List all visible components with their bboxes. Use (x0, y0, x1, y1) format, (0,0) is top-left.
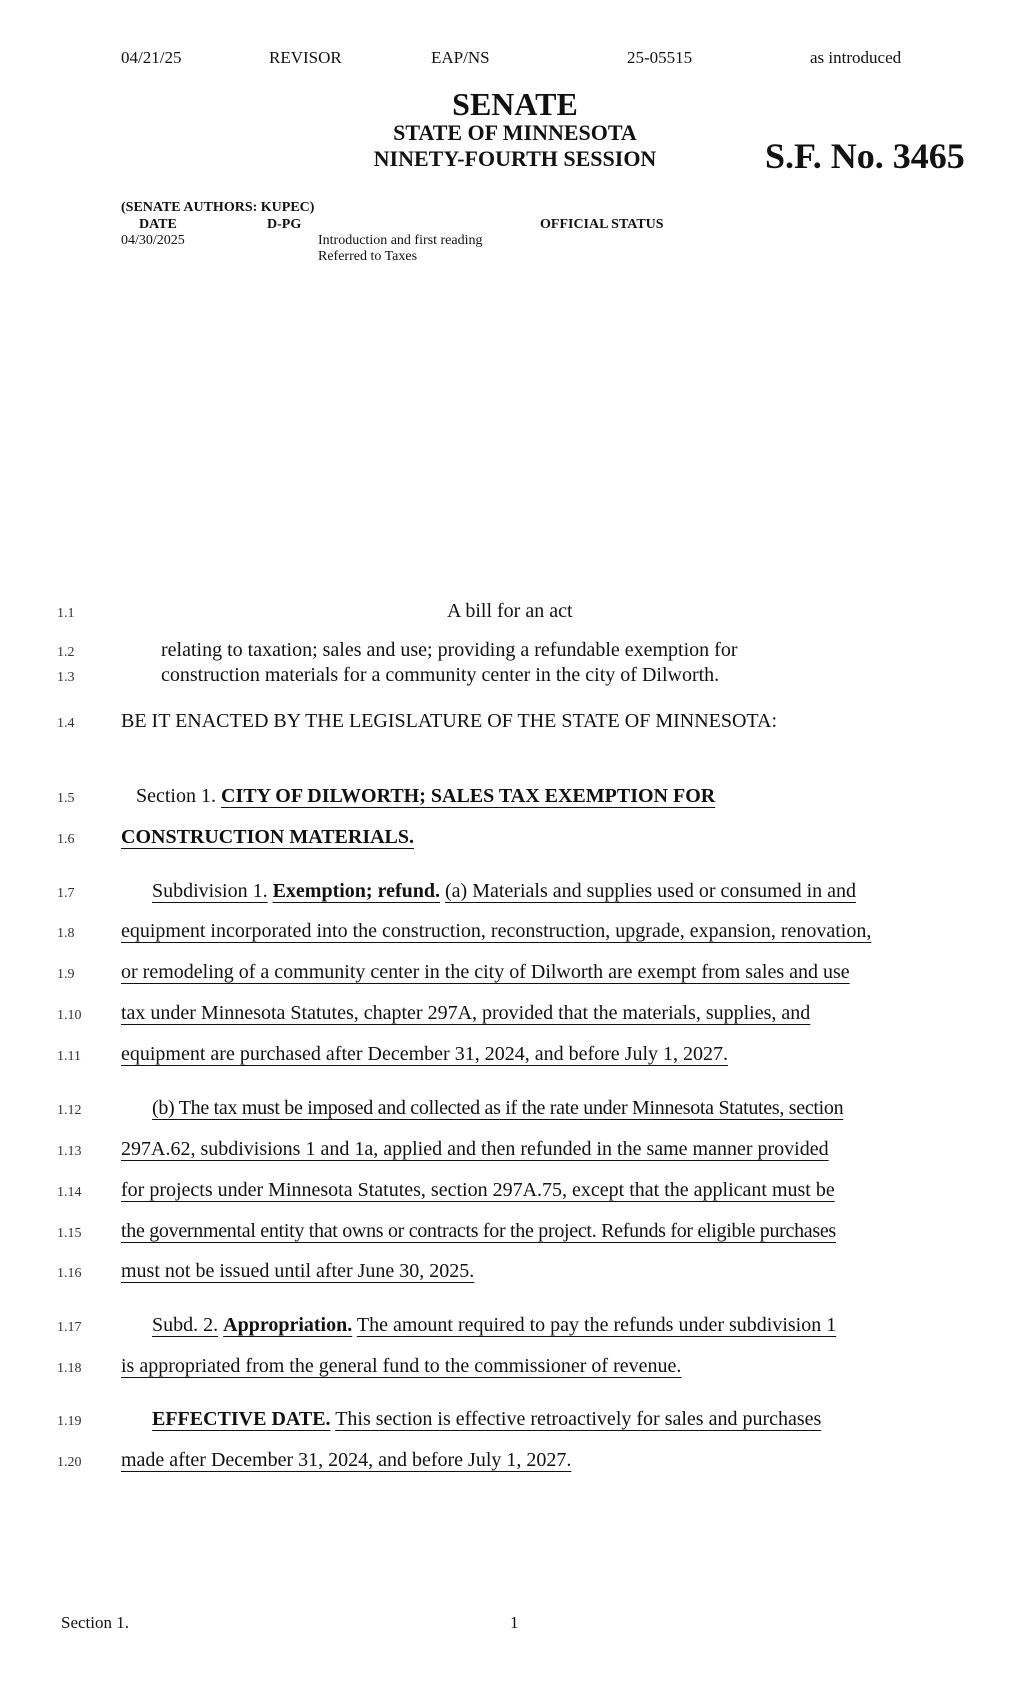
col-status-header: OFFICIAL STATUS (540, 217, 664, 232)
subdivision-text: (a) Materials and supplies used or consumed in and (445, 880, 857, 902)
line-number: 1.11 (57, 1049, 81, 1064)
bill-text-line: is appropriated from the general fund to the commissioner of revenue. (121, 1355, 682, 1377)
line-number: 1.2 (57, 645, 75, 660)
bill-text-line: for projects under Minnesota Statutes, section 297A.75, except that the applicant must be (121, 1179, 835, 1201)
subdivision-label: Subdivision 1. (152, 880, 268, 902)
effective-date (152, 1408, 821, 1431)
bill-text-line: or remodeling of a community center in the city of Dilworth are exempt from sales and use (121, 961, 850, 983)
bill-text-line: made after December 31, 2024, and before July 1, 2027. (121, 1449, 572, 1471)
state-title: STATE OF MINNESOTA (393, 120, 637, 145)
status-entry-date: 04/30/2025 (121, 233, 185, 248)
line-number: 1.8 (57, 926, 75, 941)
enacting-clause: BE IT ENACTED BY THE LEGISLATURE OF THE STATE OF MINNESOTA: (121, 710, 778, 732)
bill-title-line: construction materials for a community center in the city of Dilworth. (161, 664, 720, 686)
footer-section: Section 1. (61, 1613, 129, 1632)
bill-heading: A bill for an act (447, 600, 573, 622)
line-number: 1.20 (57, 1455, 82, 1470)
line-number: 1.17 (57, 1320, 82, 1335)
bill-text-line: tax under Minnesota Statutes, chapter 297A, provided that the materials, supplies, and (121, 1002, 811, 1024)
header-initials: EAP/NS (431, 48, 490, 67)
status-entry-text: Referred to Taxes (318, 249, 418, 264)
section-heading (136, 785, 715, 808)
subdivision-heading: Appropriation. (223, 1314, 353, 1336)
status-entry-text: Introduction and first reading (318, 233, 483, 248)
col-dpg-header: D-PG (267, 217, 302, 232)
line-number: 1.7 (57, 886, 75, 901)
bill-text-line: equipment are purchased after December 31, 2024, and before July 1, 2027. (121, 1043, 729, 1065)
bill-text-line: equipment incorporated into the construction, reconstruction, upgrade, expansion, renovation, (121, 920, 872, 942)
subdivision-2 (152, 1314, 836, 1337)
effective-date-text: This section is effective retroactively for sales and purchases (335, 1408, 822, 1430)
header-date: 04/21/25 (121, 48, 182, 67)
header-office: REVISOR (269, 48, 342, 67)
line-number: 1.10 (57, 1008, 82, 1023)
subdivision-heading: Exemption; refund. (272, 880, 440, 902)
senate-authors: (SENATE AUTHORS: KUPEC) (121, 200, 315, 215)
subdivision-text: The amount required to pay the refunds under subdivision 1 (356, 1314, 837, 1336)
bill-text-line: must not be issued until after June 30, 2025. (121, 1260, 475, 1282)
subdivision-label: Subd. 2. (152, 1314, 219, 1336)
line-number: 1.3 (57, 670, 75, 685)
chamber-title: SENATE (452, 86, 578, 122)
header-status: as introduced (810, 48, 902, 67)
line-number: 1.6 (57, 832, 75, 847)
page-number: 1 (510, 1613, 519, 1632)
line-number: 1.9 (57, 967, 75, 982)
effective-date-heading: EFFECTIVE DATE. (152, 1408, 331, 1430)
header-doc-number: 25-05515 (627, 48, 693, 67)
line-number: 1.16 (57, 1266, 82, 1281)
line-number: 1.19 (57, 1414, 82, 1429)
line-number: 1.13 (57, 1144, 82, 1159)
bill-text-line: (b) The tax must be imposed and collected as if the rate under Minnesota Statutes, section (152, 1097, 844, 1119)
section-title: CITY OF DILWORTH; SALES TAX EXEMPTION FOR (221, 785, 716, 807)
line-number: 1.15 (57, 1226, 82, 1241)
line-number: 1.18 (57, 1361, 82, 1376)
bill-number: S.F. No. 3465 (765, 136, 965, 176)
line-number: 1.4 (57, 716, 75, 731)
line-number: 1.12 (57, 1103, 82, 1118)
section-title-cont: CONSTRUCTION MATERIALS. (121, 826, 415, 848)
line-number: 1.1 (57, 606, 75, 621)
line-number: 1.14 (57, 1185, 82, 1200)
bill-text-line: 297A.62, subdivisions 1 and 1a, applied and then refunded in the same manner provided (121, 1138, 829, 1160)
subdivision-1 (152, 880, 856, 903)
session-title: NINETY-FOURTH SESSION (373, 146, 657, 171)
line-number: 1.5 (57, 791, 75, 806)
bill-text-line: the governmental entity that owns or contracts for the project. Refunds for eligible purchases (121, 1220, 836, 1242)
bill-title-line: relating to taxation; sales and use; providing a refundable exemption for (161, 639, 738, 661)
col-date-header: DATE (139, 217, 177, 232)
section-label: Section 1. (136, 785, 221, 807)
